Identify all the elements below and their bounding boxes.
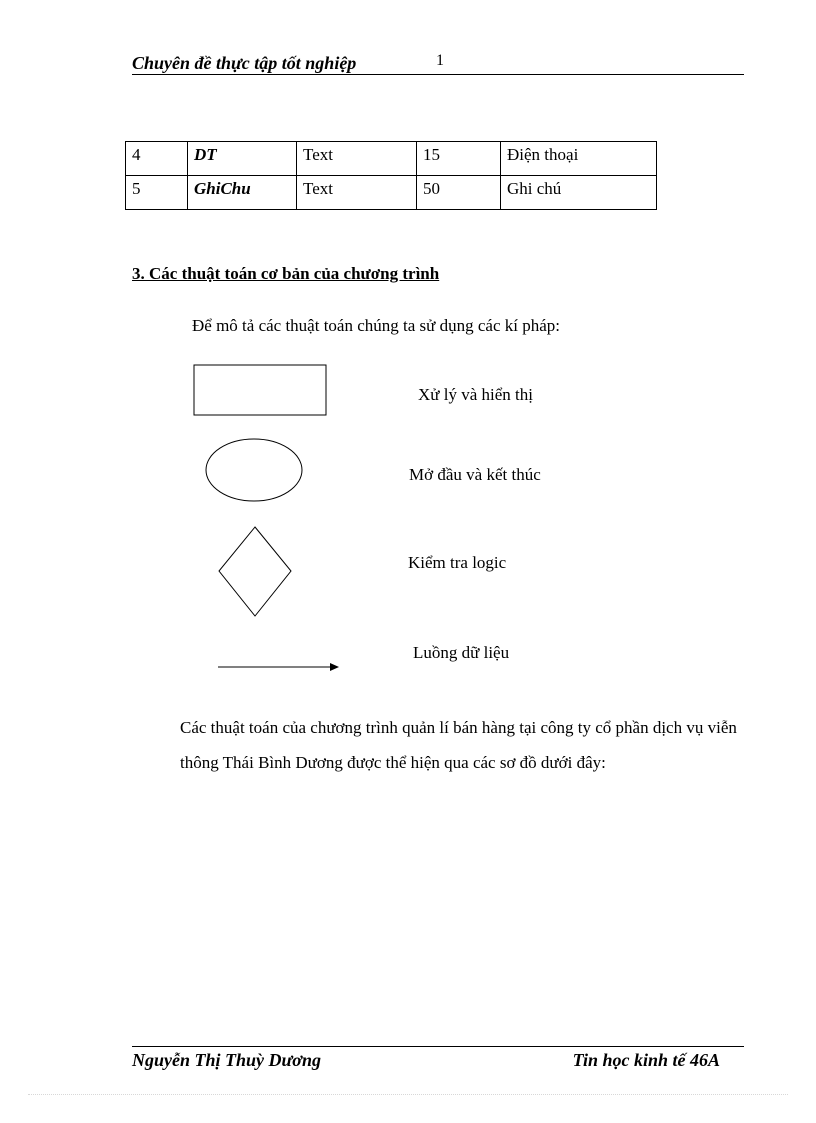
legend-label-terminator: Mở đầu và kết thúc bbox=[409, 465, 541, 484]
footer-author: Nguyễn Thị Thuỳ Dương bbox=[132, 1050, 321, 1070]
legend-label-process: Xử lý và hiển thị bbox=[418, 385, 533, 404]
table-cell-description: Ghi chú bbox=[501, 176, 657, 210]
page-number: 1 bbox=[436, 52, 444, 69]
table-cell-field-name: DT bbox=[188, 142, 297, 176]
field-table bbox=[125, 141, 657, 210]
table-cell-size: 15 bbox=[417, 142, 501, 176]
legend-label-flow: Luồng dữ liệu bbox=[413, 643, 510, 662]
table-cell-type: Text bbox=[297, 176, 417, 210]
section-heading: 3. Các thuật toán cơ bản của chương trình bbox=[132, 264, 440, 283]
table-cell-type: Text bbox=[297, 142, 417, 176]
table-row bbox=[126, 176, 657, 210]
data-flow-arrow-symbol bbox=[216, 660, 342, 674]
table-cell-description: Điện thoại bbox=[501, 142, 657, 176]
page-bottom-divider bbox=[28, 1094, 788, 1095]
table-cell-size: 50 bbox=[417, 176, 501, 210]
terminator-ellipse-symbol bbox=[205, 438, 305, 504]
legend-label-decision: Kiểm tra logic bbox=[408, 553, 507, 572]
decision-diamond-symbol bbox=[217, 526, 293, 618]
table-cell-index: 5 bbox=[126, 176, 188, 210]
table-cell-field-name: GhiChu bbox=[188, 176, 297, 210]
body-paragraph: Các thuật toán của chương trình quản lí bán hàng tại công ty cổ phần dịch vụ viễn thông Thái Bình Dương được thể hiện qua các sơ đồ dưới đây: bbox=[180, 718, 737, 772]
page-footer bbox=[132, 1046, 744, 1077]
process-rectangle-symbol bbox=[193, 364, 329, 418]
page-header bbox=[132, 52, 744, 75]
footer-class: Tin học kinh tế 46A bbox=[572, 1050, 720, 1070]
header-title: Chuyên đề thực tập tốt nghiệp bbox=[132, 53, 357, 73]
table-cell-index: 4 bbox=[126, 142, 188, 176]
table-row bbox=[126, 142, 657, 176]
intro-text: Để mô tả các thuật toán chúng ta sử dụng các kí pháp: bbox=[192, 316, 560, 335]
